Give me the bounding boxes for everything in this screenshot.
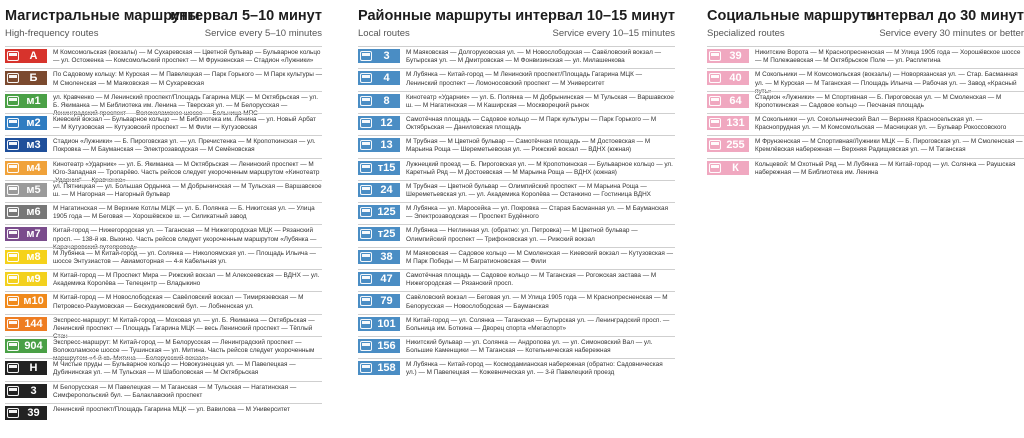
- route-badge: [707, 94, 749, 108]
- bus-icon: [7, 341, 19, 351]
- route-badge: [5, 116, 47, 130]
- route-number: 39: [27, 406, 40, 419]
- route-number: м8: [26, 250, 41, 263]
- route-number: м1: [26, 94, 41, 107]
- bus-icon: [7, 73, 19, 83]
- route-badge: [358, 294, 400, 308]
- route-description: М Трубная — М Цветной бульвар — Самотёчная площадь — М Достоевская — М Марьина Роща — Шереметьевская ул. — Рижский вокзал — ВДНХ (южная): [406, 138, 651, 154]
- route-badge: [707, 138, 749, 152]
- route-number: 79: [380, 295, 393, 308]
- route-description: М Лубянка — Китай-город — Космодамианская набережная (обратно: Садовническая ул.) — М Павелецкая — Кожевническая ул. — 3-й Павелецкий проезд: [406, 361, 663, 377]
- route-badge: [358, 317, 400, 331]
- route-row: [358, 158, 675, 180]
- route-description: М Маяковская — Долгоруковская ул. — М Новослободская — Савёловский вокзал — Бутырская ул. — М Дмитровская — М Фонвизинская — ул. Милашенкова: [406, 49, 661, 65]
- route-description: Ленинский проспект/Площадь Гагарина МЦК — ул. Вавилова — М Университет: [53, 405, 290, 413]
- bus-icon: [360, 163, 372, 173]
- route-description: Экспресс-маршрут: М Китай-город — М Белорусская — Ленинградский проспект — Волоколамское шоссе — Тушинская — ул. Митина. Часть рейсов следует укороченным маршрутом «4-й кв. Митина — Белорусский вокзал»: [53, 338, 315, 363]
- route-row: [358, 135, 675, 157]
- route-row: [5, 68, 322, 90]
- route-badge: [5, 272, 47, 286]
- route-row: [707, 68, 1024, 95]
- bus-icon: [709, 73, 721, 83]
- route-row: [5, 381, 322, 403]
- route-number: м10: [23, 295, 44, 308]
- column-interval-en: Service every 5–10 minutes: [204, 28, 322, 39]
- route-row: [5, 291, 322, 313]
- route-number: м7: [26, 228, 41, 241]
- route-description: Экспресс-маршрут: М Китай-город — Моховая ул. — ул. Б. Якиманка — Октябрьская — Ленинский проспект — Площадь Гагарина МЦК — весь Ленинский проспект — Тёплый Стан: [53, 316, 315, 341]
- route-row: [358, 314, 675, 336]
- column-header: [707, 8, 1024, 46]
- column-title: Социальные маршруты: [707, 8, 880, 24]
- route-badge: [5, 227, 47, 241]
- route-row: [707, 91, 1024, 113]
- route-badge: [707, 116, 749, 130]
- route-badge: [358, 339, 400, 353]
- route-number: 24: [380, 183, 393, 196]
- route-description: М Лубянка — Неглинная ул. (обратно: ул. Петровка) — М Цветной бульвар — Олимпийский проспект — Трифоновская ул. — Рижский вокзал: [406, 227, 638, 243]
- column-interval: интервал 10–15 минут: [515, 8, 675, 24]
- route-description: М Маяковская — Садовое кольцо — М Смоленская — Киевский вокзал — Кутузовская — М Парк Победы — М Багратионовская — Фили: [406, 249, 674, 265]
- route-number: 3: [30, 384, 37, 397]
- bus-icon: [709, 118, 721, 128]
- bus-icon: [7, 319, 19, 329]
- route-row: [5, 358, 322, 380]
- bus-icon: [360, 96, 372, 106]
- route-badge: [358, 94, 400, 108]
- column-title: Районные маршруты: [358, 8, 512, 24]
- route-description: М Чистые пруды — Бульварное кольцо — Новокузнецкая ул. — М Павелецкая — Дубининская ул. — М Тульская — М Шаболовская — М Октябрьская: [53, 361, 296, 377]
- route-number: м2: [26, 116, 41, 129]
- bus-icon: [7, 163, 19, 173]
- bus-icon: [7, 96, 19, 106]
- bus-icon: [7, 274, 19, 284]
- route-number: м6: [26, 206, 41, 219]
- route-number: 40: [729, 72, 742, 85]
- bus-icon: [360, 229, 372, 239]
- route-number: 144: [24, 317, 43, 330]
- route-number: 904: [24, 339, 43, 352]
- bus-icon: [360, 363, 372, 373]
- route-row: [358, 358, 675, 380]
- route-badge: [5, 384, 47, 398]
- route-number: 8: [383, 94, 390, 107]
- route-description: Никитские Ворота — М Краснопресненская — М Улица 1905 года — Хорошёвское шоссе — М Полежаевская — М Октябрьское Поле — ул. Расплетина: [755, 49, 1021, 65]
- route-description: ул. Кравченко — М Ленинский проспект/Площадь Гагарина МЦК — М Октябрьская — ул. Б. Якиманка — М Библиотека им. Ленина — Тверская ул. — М Белорусская — Ленинградский проспект — Волоколамское шоссе — Больница МПС: [53, 93, 318, 118]
- bus-icon: [360, 51, 372, 61]
- route-row: [358, 113, 675, 135]
- route-row: [707, 46, 1024, 68]
- column-high-frequency: [5, 8, 322, 419]
- column-specialized: [707, 8, 1024, 176]
- route-badge: [358, 138, 400, 152]
- bus-icon: [360, 207, 372, 217]
- route-row: [358, 46, 675, 68]
- column-title: Магистральные маршруты: [5, 8, 200, 24]
- route-row: [5, 158, 322, 185]
- route-row: [5, 336, 322, 363]
- route-row: [358, 291, 675, 313]
- route-number: К: [732, 161, 739, 174]
- route-badge: [358, 116, 400, 130]
- route-description: По Садовому кольцу: М Курская — М Павелецкая — Парк Горького — М Парк культуры — М Смоленская — М Маяковская — М Сухаревская: [53, 71, 322, 87]
- route-row: [358, 68, 675, 90]
- route-badge: [358, 250, 400, 264]
- route-number: м9: [26, 273, 41, 285]
- route-row: [5, 202, 322, 224]
- route-description: Киевский вокзал — Бульварное кольцо — М Библиотека им. Ленина — ул. Новый Арбат — М Кутузовская — Кутузовский проспект — М Фили — Кутузовская: [53, 115, 316, 132]
- route-description: М Лубянка — ул. Маросейка — ул. Покровка — Старая Басманная ул. — М Бауманская — Электрозаводская — Проспект Будённого: [406, 205, 669, 221]
- route-badge: [5, 294, 47, 308]
- bus-icon: [360, 140, 372, 150]
- route-number: 39: [729, 50, 742, 62]
- route-row: [5, 403, 322, 425]
- route-row: [5, 135, 322, 157]
- bus-icon: [7, 118, 19, 128]
- route-number: 255: [726, 139, 745, 152]
- route-row: [358, 336, 675, 358]
- route-description: Самотёчная площадь — Садовое кольцо — М Парк культуры — Парк Горького — М Октябрьская — Даниловская площадь: [406, 115, 657, 132]
- route-description: М Китай-город — ул. Солянка — Таганская — Бутырская ул. — Ленинградский просп. — Больница им. Боткина — Дворец спорта «Мегаспорт»: [406, 316, 670, 332]
- route-badge: [5, 161, 47, 175]
- route-description: Савёловский вокзал — Беговая ул. — М Улица 1905 года — М Краснопресненская — М Белорусская — Новослободская — Бауманская: [406, 294, 668, 310]
- bus-icon: [360, 73, 372, 83]
- column-subtitle: High-frequency routes: [5, 28, 99, 39]
- route-badge: [358, 71, 400, 85]
- route-description: М Китай-город — М Новослободская — Савёловский вокзал — Тимирязевская — М Петровско-Разумовская — Бескудниковский бул. — Лобненская ул.: [53, 294, 304, 310]
- route-badge: [5, 183, 47, 197]
- route-number: А: [29, 50, 38, 62]
- route-number: 156: [377, 339, 396, 352]
- bus-icon: [7, 207, 19, 217]
- route-badge: [358, 205, 400, 219]
- route-number: м4: [26, 161, 41, 174]
- route-description: М Сокольники — М Комсомольская (вокзалы) — Новорязанская ул. — Стар. Басманная ул. — М Курская — М Таганская — Площадь Ильича — Рабочая ул. — Завод «Красный путь»: [755, 71, 1018, 95]
- route-badge: [5, 71, 47, 85]
- route-description: М Фрунзенская — М Спортивная/Лужники МЦК — Б. Пироговская ул. — М Смоленская — Кремлёвская набережная — Верхняя Радищевская ул. — М Таганская: [755, 138, 1023, 154]
- bus-icon: [360, 296, 372, 306]
- route-description: М Трубная — Цветной бульвар — Олимпийский проспект — М Марьина Роща — Шереметьевская ул. — ул. Академика Королёва — Останкино — Гостиница ВДНХ: [406, 182, 651, 199]
- route-badge: [358, 49, 400, 63]
- bus-icon: [7, 185, 19, 195]
- bus-icon: [7, 386, 19, 396]
- route-description: Кинотеатр «Ударник» — ул. Б. Якиманка — М Октябрьская — Ленинский проспект — М Юго-Западная — Тропарёво. Часть рейсов следует укороченным маршрутом «Кинотеатр „Ударник“ — Кравченко»: [53, 160, 320, 185]
- bus-icon: [709, 140, 721, 150]
- route-row: [5, 180, 322, 202]
- route-description: Китай-город — Нижегородская ул. — Таганская — М Нижегородская МЦК — Рязанский просп. — 138-й кв. Выхино. Часть рейсов следует укороченным маршрутом «Лубянка — Карачаровский путепровод»: [53, 227, 317, 251]
- route-badge: [358, 227, 400, 241]
- bus-icon: [7, 363, 19, 373]
- bus-icon: [7, 252, 19, 262]
- bus-icon: [360, 185, 372, 195]
- column-subtitle: Local routes: [358, 28, 410, 39]
- column-interval: интервал 5–10 минут: [170, 8, 322, 24]
- route-number: 13: [380, 139, 393, 152]
- route-row: [5, 314, 322, 341]
- route-badge: [358, 161, 400, 175]
- route-number: т15: [377, 161, 396, 174]
- route-description: Кольцевой: М Охотный Ряд — М Лубянка — М Китай-город — ул. Солянка — Раушская набережная — М Библиотека им. Ленина: [755, 160, 1016, 176]
- route-badge: [358, 183, 400, 197]
- route-row: [358, 180, 675, 202]
- route-row: [5, 91, 322, 118]
- route-description: ул. Пятницкая — ул. Большая Ордынка — М Добрынинская — М Тульская — Варшавское ш. — М Нагорная — Нагорный бульвар: [53, 182, 322, 199]
- route-description: Лужнецкий проезд — Б. Пироговская ул. — М Кропоткинская — Бульварное кольцо — ул. Каретный Ряд — М Достоевская — М Марьина Роща — ВДНХ (южная): [406, 160, 673, 176]
- route-badge: [358, 272, 400, 286]
- bus-icon: [709, 163, 721, 173]
- route-number: 158: [377, 362, 396, 375]
- route-description: М Нагатинская — М Верхние Котлы МЦК — ул. Б. Полянка — Б. Никитская ул. — Улица 1905 года — М Беговая — Хорошёвское ш. — Силикатный завод: [53, 205, 315, 221]
- route-description: М Сокольники — ул. Сокольнический Вал — Верхняя Красносельская ул. — Краснопрудная ул. — М Комсомольская — Масницкая ул. — Бульвар Рокоссовского: [755, 115, 1007, 132]
- route-badge: [5, 339, 47, 353]
- route-badge: [5, 406, 47, 420]
- route-row: [707, 113, 1024, 135]
- column-header: [358, 8, 675, 46]
- bus-icon: [7, 51, 19, 61]
- route-row: [707, 158, 1024, 180]
- route-number: 101: [377, 317, 396, 330]
- route-number: Б: [29, 72, 38, 85]
- route-number: 12: [380, 116, 393, 129]
- route-row: [358, 91, 675, 113]
- route-number: 64: [729, 94, 742, 107]
- route-row: [707, 135, 1024, 157]
- route-row: [5, 46, 322, 68]
- route-number: 47: [380, 273, 393, 285]
- route-badge: [5, 250, 47, 264]
- route-description: Стадион «Лужники» — М Спортивная — Б. Пироговская ул. — М Смоленская — М Кропоткинская — Садовое кольцо — Песчаная площадь: [755, 93, 1002, 109]
- route-description: Никитский бульвар — ул. Солянка — Андропова ул. — ул. Симоновский Вал — ул. Большие Каменщики — М Таганская — Котельническая набережная: [406, 338, 653, 355]
- route-number: 125: [377, 206, 396, 219]
- bus-icon: [360, 252, 372, 262]
- route-number: 38: [380, 250, 393, 263]
- column-interval: интервал до 30 минут: [866, 8, 1024, 24]
- bus-icon: [360, 319, 372, 329]
- route-badge: [5, 361, 47, 375]
- bus-icon: [709, 96, 721, 106]
- bus-icon: [709, 51, 721, 61]
- column-interval-en: Service every 30 minutes or better: [879, 28, 1024, 39]
- route-number: м5: [26, 183, 41, 196]
- route-description: М Комсомольская (вокзалы) — М Сухаревская — Цветной бульвар — Бульварное кольцо — ул. Остоженка — Комсомольский проспект — М Фрунзенская — Стадион «Лужники»: [53, 49, 321, 65]
- route-badge: [5, 138, 47, 152]
- route-badge: [5, 94, 47, 108]
- route-badge: [5, 317, 47, 331]
- route-row: [5, 269, 322, 291]
- route-number: 131: [726, 116, 745, 129]
- bus-icon: [7, 140, 19, 150]
- route-badge: [5, 49, 47, 63]
- bus-icon: [360, 118, 372, 128]
- route-description: Кинотеатр «Ударник» — ул. Б. Полянка — М Добрынинская — М Тульская — Варшавское ш. — М Нагатинская — М Каширская — Москворецкий рынок: [406, 93, 674, 109]
- column-local: [358, 8, 675, 377]
- route-description: М Китай-город — М Проспект Мира — Рижский вокзал — М Алексеевская — ВДНХ — ул. Академика Королёва — Телецентр — Владыкино: [53, 272, 320, 288]
- route-row: [5, 113, 322, 135]
- route-number: м3: [26, 139, 41, 152]
- route-number: т25: [377, 228, 396, 241]
- route-row: [5, 224, 322, 251]
- route-badge: [707, 49, 749, 63]
- column-header: [5, 8, 322, 46]
- bus-icon: [7, 229, 19, 239]
- route-description: М Лубянка — М Китай-город — ул. Солянка — Николоямская ул. — Площадь Ильича — шоссе Энтузиастов — Авиамоторная — 4-я Кабельная ул.: [53, 249, 316, 265]
- route-badge: [707, 71, 749, 85]
- route-number: Н: [29, 362, 38, 375]
- route-row: [358, 202, 675, 224]
- bus-icon: [7, 296, 19, 306]
- route-badge: [707, 161, 749, 175]
- route-description: Самотёчная площадь — Садовое кольцо — М Таганская — Рогожская застава — М Нижегородская — Рязанский просп.: [406, 272, 657, 288]
- column-subtitle: Specialized routes: [707, 28, 785, 39]
- route-badge: [358, 361, 400, 375]
- route-number: 3: [383, 50, 390, 62]
- route-description: М Белорусская — М Павелецкая — М Таганская — М Тульская — Нагатинская — Симферопольский бул. — Балаклавский проспект: [53, 383, 297, 399]
- route-description: Стадион «Лужники» — Б. Пироговская ул. — ул. Пречистенка — М Кропоткинская — ул. Покровка — М Бауманская — Электрозаводская — М Семёновская: [53, 138, 316, 154]
- bus-icon: [7, 408, 19, 418]
- route-row: [358, 269, 675, 291]
- route-number: 4: [383, 72, 390, 85]
- column-interval-en: Service every 10–15 minutes: [552, 28, 675, 39]
- bus-icon: [360, 341, 372, 351]
- route-row: [5, 247, 322, 269]
- route-row: [358, 224, 675, 246]
- route-row: [358, 247, 675, 269]
- bus-icon: [360, 274, 372, 284]
- route-badge: [5, 205, 47, 219]
- route-description: М Лубянка — Китай-город — М Ленинский проспект/Площадь Гагарина МЦК — Ленинский проспект — Ломоносовский проспект — М Университет: [406, 71, 643, 87]
